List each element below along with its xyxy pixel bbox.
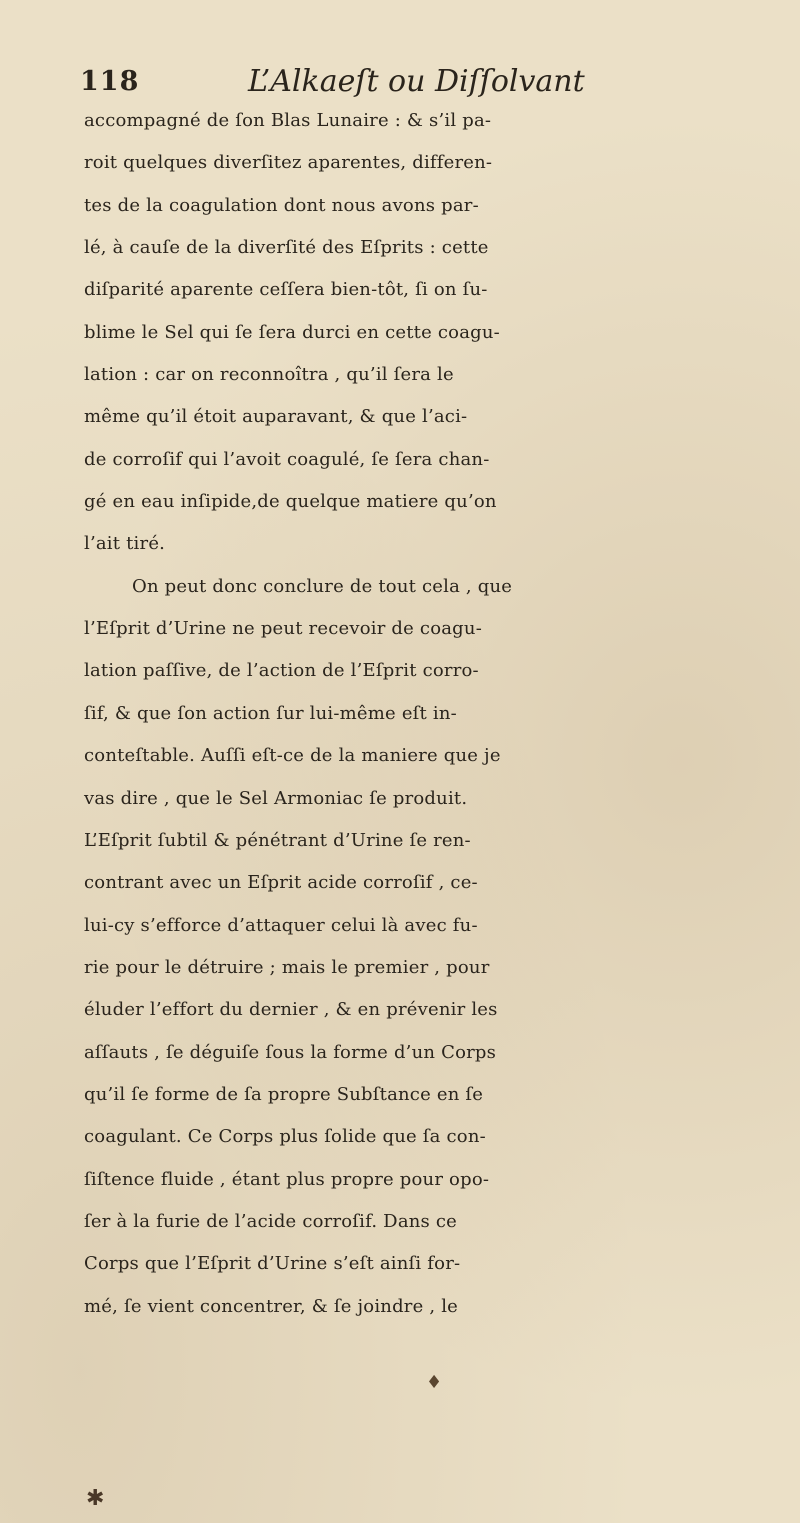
text-line: rie pour le détruire ; mais le premier , pour	[84, 956, 490, 978]
text-line: roit quelques diverſitez aparentes, differen-	[84, 152, 493, 174]
text-line: accompagné de ſon Blas Lunaire : & s’il pa-	[84, 110, 492, 131]
ornament-mark: ✱	[86, 1486, 105, 1511]
text-line: l’Eſprit d’Urine ne peut recevoir de coagu-	[84, 618, 482, 640]
text-line: lation paſſive, de l’action de l’Eſprit corro-	[84, 660, 479, 682]
page-number: 118	[80, 66, 140, 97]
text-line: éluder l’effort du dernier , & en prévenir les	[84, 999, 498, 1021]
text-line: conteſtable. Auſſi eſt-ce de la maniere que je	[84, 745, 501, 767]
text-line: blime le Sel qui ſe ſera durci en cette coagu-	[84, 321, 500, 343]
text-line: On peut donc conclure de tout cela , que	[132, 575, 513, 597]
text-line: lé, à cauſe de la diverſité des Eſprits : cette	[84, 237, 489, 259]
text-line: L’Eſprit ſubtil & pénétrant d’Urine ſe ren-	[84, 829, 471, 851]
text-line: gé en eau inſipide,de quelque matiere qu’on	[84, 491, 497, 513]
text-line: de corroſif qui l’avoit coagulé, ſe ſera chan-	[84, 448, 490, 470]
text-line: ſif, & que ſon action ſur lui-même eſt in-	[84, 702, 457, 724]
text-line: diſparité aparente ceſſera bien-tôt, ſi on ſu-	[84, 279, 488, 301]
text-line: Corps que l’Eſprit d’Urine s’eſt ainſi for-	[84, 1253, 461, 1275]
text-line: vas dire , que le Sel Armoniac ſe produit.	[84, 787, 468, 809]
text-line: mé, ſe vient concentrer, & ſe joindre , le	[84, 1295, 459, 1317]
ornament-mark: ♦	[426, 1372, 443, 1393]
text-line: tes de la coagulation dont nous avons par-	[84, 194, 479, 216]
text-line: même qu’il étoit auparavant, & que l’aci-	[84, 406, 468, 428]
text-line: qu’il ſe forme de ſa propre Subſtance en ſe	[84, 1083, 484, 1105]
text-line: coagulant. Ce Corps plus ſolide que ſa con-	[84, 1126, 486, 1148]
body-text	[84, 100, 784, 1328]
text-line: lui-cy s’efforce d’attaquer celui là avec fu-	[84, 914, 478, 936]
text-line: lation : car on reconnoîtra , qu’il ſera le	[84, 364, 454, 386]
running-head: L’Alkaeſt ou Diſſolvant	[248, 64, 585, 99]
text-line: ſiſtence fluide , étant plus propre pour opo-	[84, 1168, 490, 1190]
text-line: aſſauts , ſe déguiſe ſous la forme d’un Corps	[84, 1041, 497, 1063]
text-line: contrant avec un Eſprit acide corroſif , ce-	[84, 872, 478, 894]
text-line: l’ait tiré.	[84, 533, 166, 555]
text-line: ſer à la furie de l’acide corroſif. Dans ce	[84, 1210, 458, 1232]
